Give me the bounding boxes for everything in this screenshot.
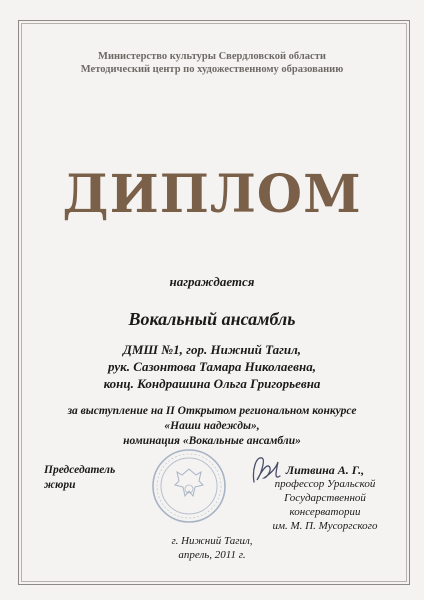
signer-title-3: им. М. П. Мусоргского [272,520,378,532]
competition-info [0,404,424,449]
jury-chair-signer [250,463,400,533]
city-line: г. Нижний Тагил, [171,535,253,547]
school-line: ДМШ №1, гор. Нижний Тагил, [122,342,302,357]
ministry-line: Министерство культуры Свердловской области [98,51,326,62]
diploma-title: ДИПЛОМ [62,164,362,225]
recipient-name: Вокальный ансамбль [128,309,296,329]
leader-line: рук. Сазонтова Тамара Николаевна, [108,359,316,374]
competition-line: за выступление на II Открытом региональном конкурсе [67,405,357,417]
chair-label-line1: Председатель [44,464,116,476]
competition-name: «Наши надежды», [164,420,260,432]
jury-chair-label [44,463,115,493]
signer-name: Литвина А. Г., [285,463,365,477]
chair-label-line2: жюри [44,479,76,491]
seal-stamp-icon [150,447,228,525]
place-date [0,534,424,562]
accompanist-line: конц. Кондрашина Ольга Григорьевна [103,376,321,391]
awarded-text: награждается [169,274,255,289]
signer-title-1: профессор Уральской [274,478,376,490]
issuer-header [0,50,424,76]
date-line: апрель, 2011 г. [178,549,246,561]
recipient-details [0,341,424,392]
signer-title-2: Государственной консерватории [284,492,366,518]
center-line: Методический центр по художественному образованию [80,64,344,75]
nomination-line: номинация «Вокальные ансамбли» [123,435,301,447]
